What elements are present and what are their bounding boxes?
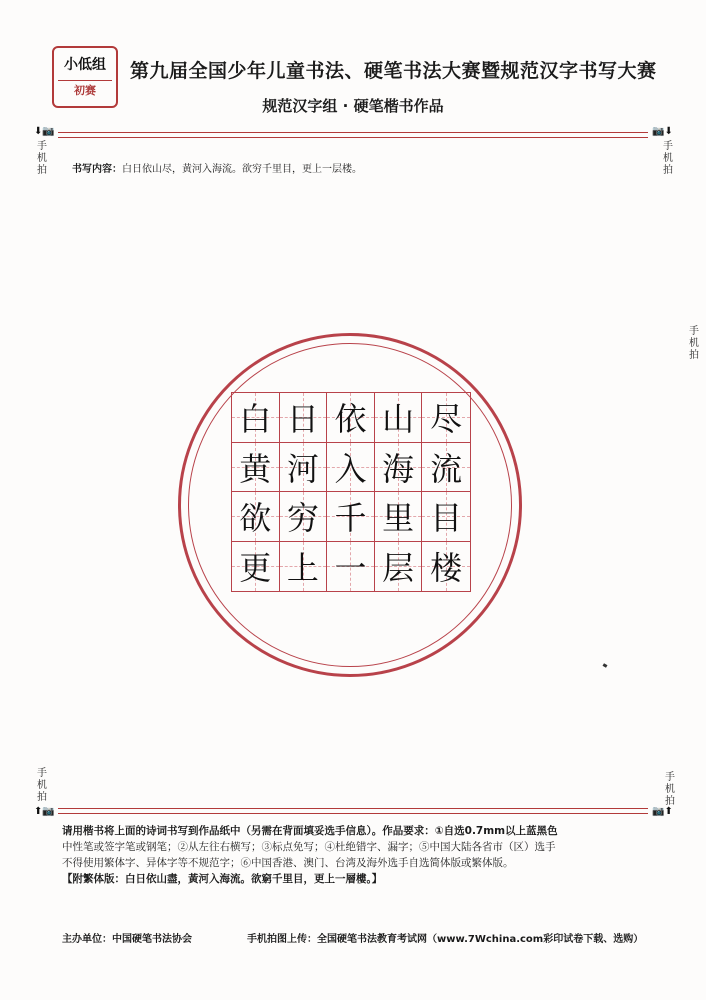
upload-info: 手机拍图上传：全国硬笔书法教育考试网（www.7Wchina.com彩印试卷下载、选购） xyxy=(247,934,644,945)
side-label-top-left: 手 机 拍 xyxy=(37,141,47,176)
top-rule-thin xyxy=(58,137,648,138)
grid-cell: 黄 xyxy=(232,443,280,493)
grid-cell: 流 xyxy=(422,443,470,493)
grid-cell: 里 xyxy=(375,492,423,542)
side-label-bottom-right: 手 机 拍 xyxy=(665,772,675,807)
top-rule xyxy=(58,132,648,133)
instructions xyxy=(62,823,658,887)
grid-cell: 欲 xyxy=(232,492,280,542)
grid-cell: 更 xyxy=(232,542,280,592)
grid-cell: 目 xyxy=(422,492,470,542)
organizer: 主办单位：中国硬笔书法协会 xyxy=(62,934,192,945)
writing-grid xyxy=(231,392,471,592)
ink-speck xyxy=(603,663,608,668)
group-label: 小低组 xyxy=(64,57,106,73)
grid-cell: 日 xyxy=(280,393,328,443)
grid-cell: 层 xyxy=(375,542,423,592)
writing-content-label: 书写内容： xyxy=(72,164,122,175)
grid-cell: 河 xyxy=(280,443,328,493)
grid-cell: 上 xyxy=(280,542,328,592)
grid-cell: 山 xyxy=(375,393,423,443)
side-label-mid-right: 手 机 拍 xyxy=(689,326,699,361)
writing-content xyxy=(72,160,362,175)
grid-cell: 依 xyxy=(327,393,375,443)
camera-icon-bottom-right: 📷⬆ xyxy=(652,806,673,817)
traditional-version: 【附繁体版：白日依山盡，黃河入海流。欲窮千里目，更上一層樓。】 xyxy=(62,873,383,885)
side-label-top-right: 手 机 拍 xyxy=(663,141,673,176)
camera-icon-bottom-left: ⬆📷 xyxy=(34,806,55,817)
grid-cell: 尽 xyxy=(422,393,470,443)
bottom-rule-thin xyxy=(58,808,648,809)
bottom-rule xyxy=(58,813,648,814)
grid-cell: 一 xyxy=(327,542,375,592)
grid-cell: 千 xyxy=(327,492,375,542)
badge-divider xyxy=(58,80,112,81)
grid-cell: 入 xyxy=(327,443,375,493)
grid-cell: 白 xyxy=(232,393,280,443)
grid-cell: 穷 xyxy=(280,492,328,542)
instructions-line-2: 中性笔或签字笔或钢笔；②从左往右横写；③标点免写；④杜绝错字、漏字；⑤中国大陆各省市（区）选手 xyxy=(62,841,556,853)
instructions-line-3: 不得使用繁体字、异体字等不规范字；⑥中国香港、澳门、台湾及海外选手自选简体版或繁体版。 xyxy=(62,857,514,869)
page-title: 第九届全国少年儿童书法、硬笔书法大赛暨规范汉字书写大赛 xyxy=(130,60,657,82)
instructions-line-1: 请用楷书将上面的诗词书写到作品纸中（另需在背面填妥选手信息）。作品要求：①自选0.7mm以上蓝黑色 xyxy=(62,825,558,837)
side-label-bottom-left: 手 机 拍 xyxy=(37,768,47,803)
page-subtitle: 规范汉字组 · 硬笔楷书作品 xyxy=(262,97,444,115)
grid-cell: 海 xyxy=(375,443,423,493)
camera-icon-top-left: ⬇📷 xyxy=(34,126,55,137)
grid-cell: 楼 xyxy=(422,542,470,592)
round-label: 初赛 xyxy=(74,84,96,97)
camera-icon-top-right: 📷⬇ xyxy=(652,126,673,137)
writing-content-text: 白日依山尽，黄河入海流。欲穷千里目，更上一层楼。 xyxy=(122,164,362,175)
